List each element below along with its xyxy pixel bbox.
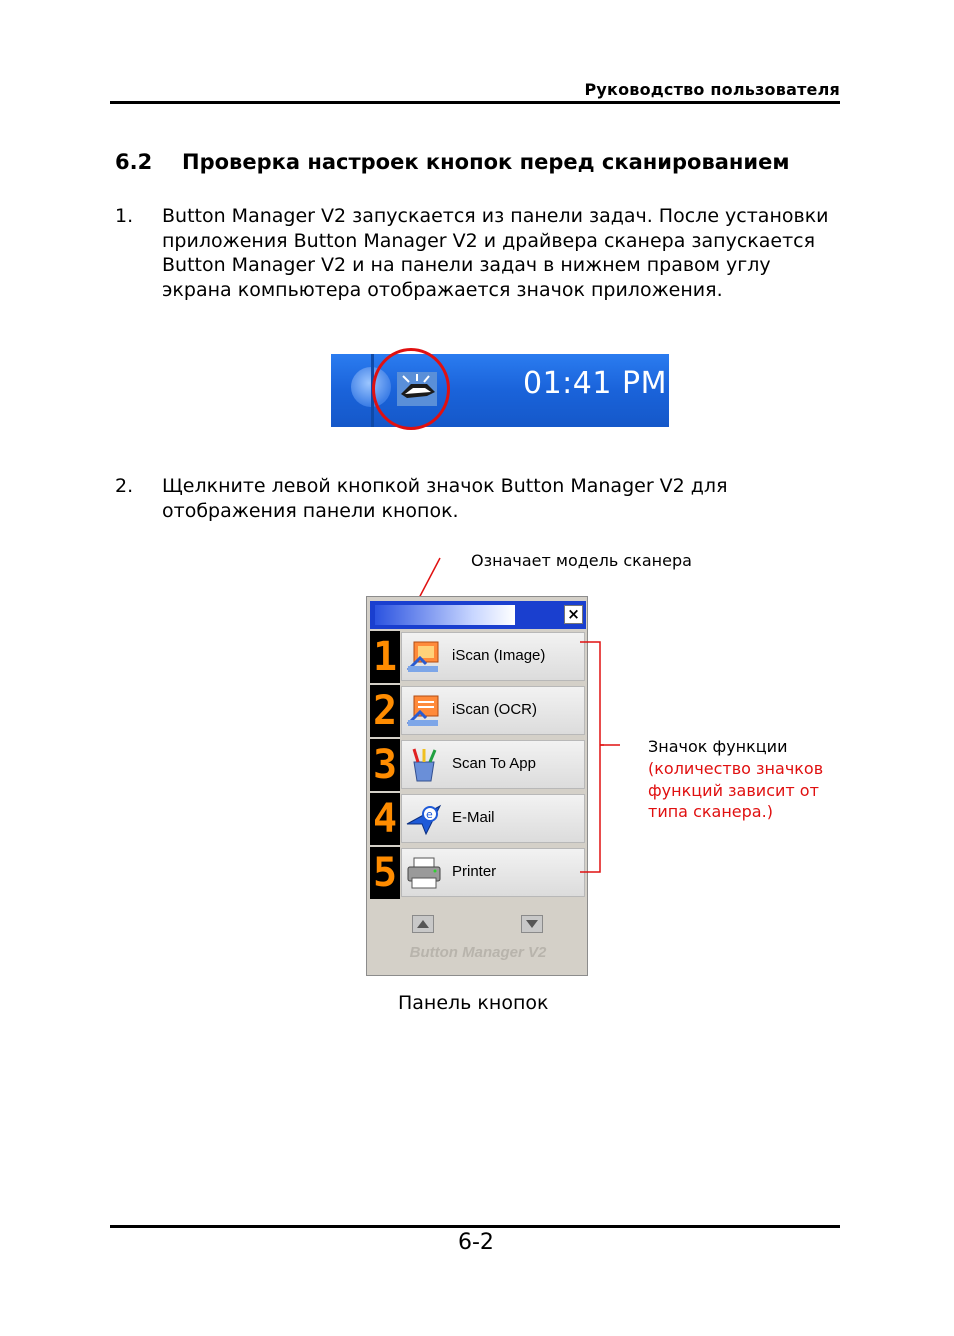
button-face[interactable] <box>401 740 585 789</box>
button-label: Scan To App <box>452 755 536 772</box>
function-button-4[interactable] <box>370 793 586 845</box>
scroll-up-button[interactable] <box>412 915 434 933</box>
button-panel <box>366 596 588 976</box>
scan-ocr-icon <box>406 694 442 728</box>
triangle-down-icon <box>522 916 542 932</box>
button-label: Printer <box>452 863 497 880</box>
header-rule <box>110 101 840 104</box>
function-bracket <box>578 640 604 876</box>
section-number: 6.2 <box>115 150 153 174</box>
footer-rule <box>110 1225 840 1228</box>
button-face[interactable] <box>401 686 585 735</box>
paintbrush-cup-icon <box>406 748 442 782</box>
button-number: 2 <box>370 685 400 737</box>
button-face[interactable] <box>401 632 585 681</box>
function-note: (количество значков функций зависит от типа сканера.) <box>648 759 824 821</box>
button-number: 3 <box>370 739 400 791</box>
step-2-number: 2. <box>115 475 134 497</box>
scan-image-icon <box>406 640 442 674</box>
button-number: 4 <box>370 793 400 845</box>
button-number: 5 <box>370 847 400 899</box>
button-label: iScan (Image) <box>452 647 546 664</box>
panel-caption: Панель кнопок <box>398 992 549 1014</box>
clock: 01:41 PM <box>523 366 667 401</box>
triangle-up-icon <box>413 916 433 932</box>
panel-titlebar <box>370 601 586 629</box>
button-label: iScan (OCR) <box>452 701 538 718</box>
section-title: Проверка настроек кнопок перед сканированием <box>182 150 790 174</box>
function-button-5[interactable] <box>370 847 586 899</box>
brand-label: Button Manager V2 <box>409 944 547 961</box>
scanner-model-field <box>375 605 515 625</box>
close-button[interactable]: × <box>564 605 583 624</box>
model-annotation: Означает модель сканера <box>471 551 692 570</box>
running-header: Руководство пользователя <box>584 80 840 99</box>
highlight-circle <box>372 348 450 430</box>
function-button-1[interactable] <box>370 631 586 683</box>
button-number: 1 <box>370 631 400 683</box>
scroll-down-button[interactable] <box>521 915 543 933</box>
function-annotation: Значок функции <box>648 737 788 756</box>
step-2-text: Щелкните левой кнопкой значок Button Manager V2 для отображения панели кнопок. <box>162 475 728 522</box>
printer-icon <box>406 856 442 890</box>
svg-text:e: e <box>426 808 433 821</box>
step-1-number: 1. <box>115 205 134 227</box>
email-icon <box>406 802 442 836</box>
button-face[interactable] <box>401 794 585 843</box>
button-label: E-Mail <box>452 809 495 826</box>
bracket-pointer <box>600 740 622 750</box>
function-button-3[interactable] <box>370 739 586 791</box>
function-button-2[interactable] <box>370 685 586 737</box>
page-number: 6-2 <box>458 1230 494 1255</box>
step-1-text: Button Manager V2 запускается из панели задач. После установки приложения Button Manager V2 и драйвера сканера запускается Button Manager V2 и на панели задач в нижнем правом углу экрана компьютера отображается значок приложения. <box>162 205 829 301</box>
button-face[interactable] <box>401 848 585 897</box>
